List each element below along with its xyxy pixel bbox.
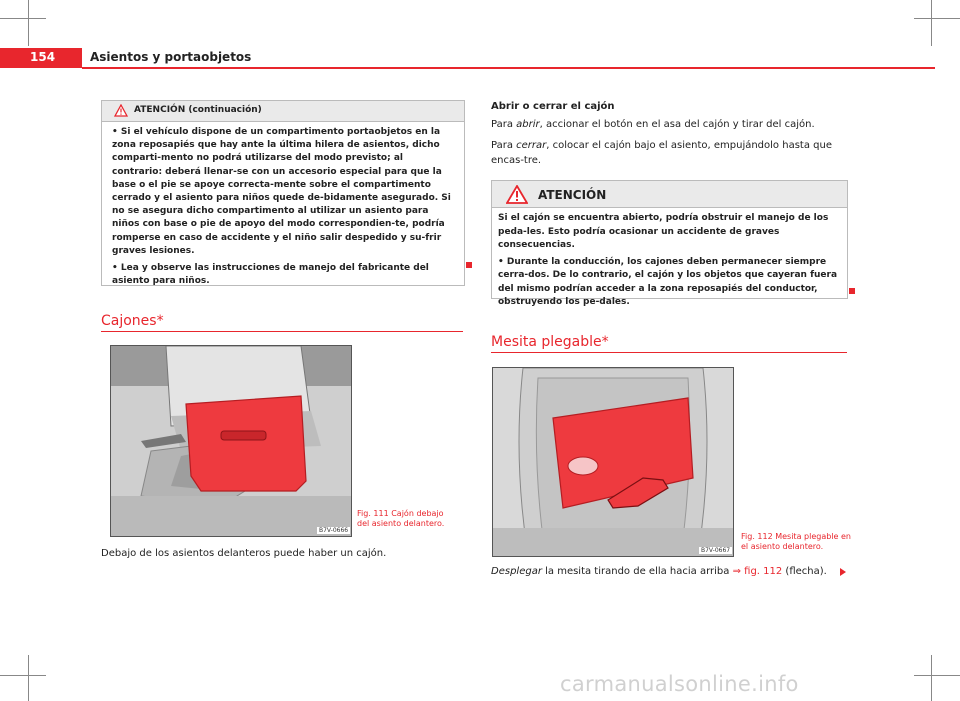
cajones-text [101,546,463,567]
cerrar-paragraph [491,138,847,168]
warning-header [492,181,847,208]
crop-mark [0,675,46,676]
text-run: (flecha). [782,566,827,577]
warning-triangle-icon [506,185,528,204]
warning-triangle-icon [114,104,128,117]
abrir-heading: Abrir o cerrar el cajón [491,101,615,112]
crop-mark [0,18,46,19]
figure-caption: Fig. 111 Cajón debajo del asiento delantero. [357,509,445,528]
text-run: Para [491,140,517,151]
page-title: Asientos y portaobjetos [90,50,252,64]
drawer-illustration [111,346,351,536]
crop-mark [914,18,960,19]
page-number: 154 [30,50,56,64]
section-heading-mesita: Mesita plegable* [491,334,609,350]
header-rule [82,67,935,69]
text-run: Para [491,119,517,130]
emphasis-cerrar: cerrar [516,140,547,151]
figure-code: B7V-0667 [701,547,731,554]
section-end-marker [849,288,855,294]
crop-mark [914,675,960,676]
crop-mark [931,0,932,46]
text-run: la mesita tirando de ella hacia arriba [541,566,733,577]
section-rule [491,352,847,353]
mesita-paragraph [491,564,841,579]
emphasis-desplegar: Desplegar [491,566,542,577]
continue-arrow-icon [840,568,846,576]
warning-bullet: • Durante la conducción, los cajones deben permanecer siempre cerra-dos. De lo contrario, el cajón y los objetos que cayeran fuera del mismo podrían acceder a la zona reposapiés del conductor, obstruyendo los pe-dales. [498,256,838,307]
warning-header [102,101,464,122]
section-heading-cajones: Cajones* [101,313,164,329]
text-run: , colocar el cajón bajo el asiento, empujándolo hasta que encas-tre. [491,140,832,166]
warning-bullet: • Si el vehículo dispone de un compartimento portaobjetos en la zona reposapiés que hay ante la última hilera de asientos, dicho comparti-mento no podrá utilizarse del modo previsto; al contrario: deberá llenar-se con un accesorio especial para que la base o el pie se apoye correcta-mente sobre el compartimento cerrado y el asiento para niños quede de-bidamente asegurado. Si no se asegura dicho compartimento al utilizar un asiento para niños con base o pie de apoyo del modo correspondien-te, podría romperse en caso de accidente y el niño salir despedido y su-frir graves lesiones. [112,127,451,256]
watermark: carmanualsonline.info [560,672,799,696]
warning-body [492,208,847,310]
warning-body [102,122,464,288]
abrir-section [491,99,847,174]
cajones-paragraph: Debajo de los asientos delanteros puede haber un cajón. [101,548,387,559]
section-end-marker [466,262,472,268]
figure-reference-link[interactable]: ⇒ fig. 112 [732,566,783,577]
warning-heading: ATENCIÓN (continuación) [134,105,262,115]
warning-paragraph: Si el cajón se encuentra abierto, podría obstruir el manejo de los peda-les. Esto podría ocasionar un accidente de graves consecuencias. [498,213,829,250]
mesita-text [491,564,841,585]
crop-mark [931,655,932,701]
warning-box [491,180,848,307]
figure-code: B7V-0666 [319,527,349,534]
warning-box-continued [101,100,465,286]
figure-caption: Fig. 112 Mesita plegable en el asiento delantero. [741,532,851,551]
figure-drawer-under-seat [110,345,352,537]
section-rule [101,331,463,332]
abrir-paragraph [491,117,847,132]
emphasis-abrir: abrir [516,119,540,130]
text-run: , accionar el botón en el asa del cajón y tirar del cajón. [539,119,815,130]
figure-folding-table [492,367,734,557]
crop-mark [28,0,29,46]
folding-table-illustration [493,368,733,556]
crop-mark [28,655,29,701]
warning-bullet: • Lea y observe las instrucciones de manejo del fabricante del asiento para niños. [112,263,429,287]
warning-heading: ATENCIÓN [538,188,607,202]
